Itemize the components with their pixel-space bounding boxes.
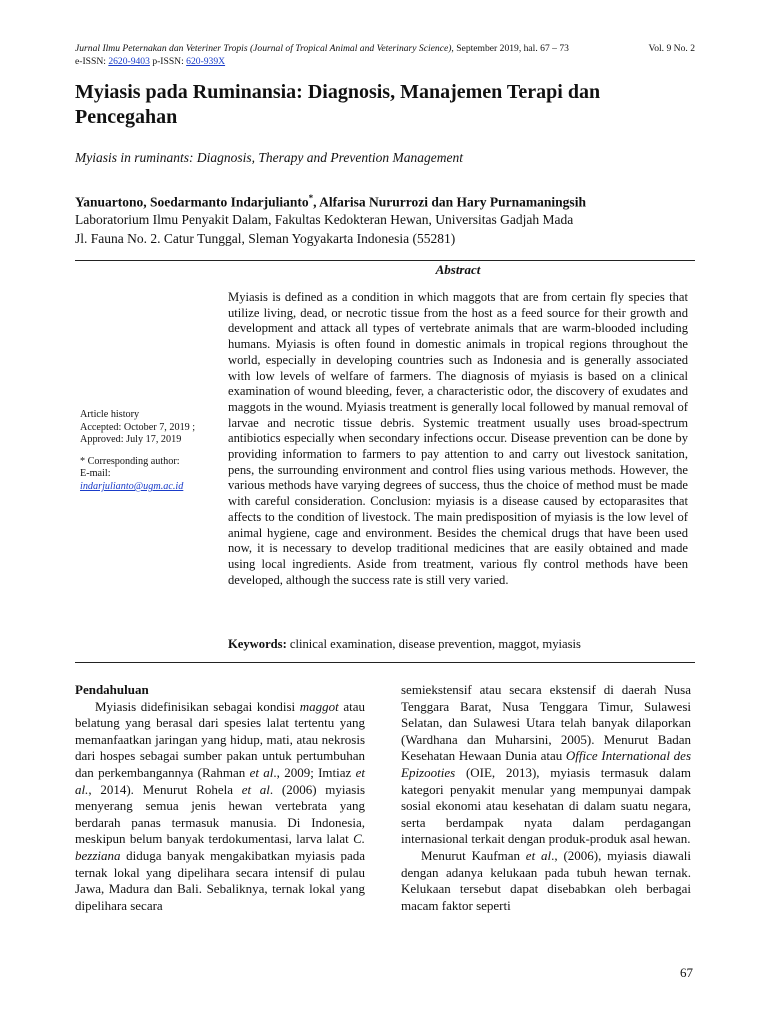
article-info-sidebar (80, 409, 220, 494)
pissn-label: p-ISSN: (152, 56, 184, 67)
page-number: 67 (680, 965, 693, 980)
keywords-line (228, 637, 688, 652)
history-label: Article history (80, 409, 140, 420)
paragraph-intro-1-cont: semiekstensif atau secara ekstensif di daerah Nusa Tenggara Barat, Nusa Tenggara Timur, Sulawesi Selatan, dan Sulawesi Utara telah banyak dilaporkan (Wardhana dan Muharsini, 2005). Menurut Badan Kesehatan Hewaan Dunia atau Office International des Epizooties (OIE, 2013), myiasis termasuk dalam kategori penyakit menular yang mempunyai dampak sosial ekonomi atau kesehatan di dalam suatu negara, serta berdampak nyata dalam perdagangan internasional terkait dengan produk-produk asal hewan. (401, 682, 692, 847)
section-heading-pendahuluan: Pendahuluan (75, 682, 149, 697)
abstract-heading: Abstract (435, 262, 481, 277)
affiliation-line-1: Laboratorium Ilmu Penyakit Dalam, Fakultas Kedokteran Hewan, Universitas Gadjah Mada (75, 212, 574, 227)
keywords-list: clinical examination, disease prevention, maggot, myiasis (286, 637, 581, 651)
keywords-label: Keywords: (228, 637, 287, 651)
article-title: Myiasis pada Ruminansia: Diagnosis, Manajemen Terapi dan Pencegahan (75, 81, 601, 128)
bottom-divider (75, 662, 695, 663)
email-label: E-mail: (80, 468, 111, 480)
authors-first: Yanuartono, Soedarmanto Indarjulianto (75, 194, 309, 210)
affiliation-line-2: Jl. Fauna No. 2. Catur Tunggal, Sleman Yogyakarta Indonesia (55281) (75, 231, 456, 246)
journal-header (75, 42, 695, 68)
journal-name: Jurnal Ilmu Peternakan dan Veteriner Tropis (Journal of Tropical Animal and Veterinary Science) (75, 43, 452, 54)
top-divider (75, 260, 695, 261)
corresponding-email-link[interactable]: indarjulianto@ugm.ac.id (80, 480, 184, 492)
author-list (75, 193, 695, 211)
corresponding-mark: * (308, 193, 314, 203)
body-column-left (75, 682, 365, 914)
accepted-date: Accepted: October 7, 2019 ; (80, 421, 196, 433)
paragraph-intro-1: Myiasis didefinisikan sebagai kondisi maggot atau belatung yang berasal dari spesies lalat tertentu yang memanfaatkan jaringan yang hidup, mati, atau nekrosis dari hospes sebagai sumber pakan untuk pertumbuhan dan perkembangannya (Rahman et al., 2009; Imtiaz et al., 2014). Menurut Rohela et al. (2006) myiasis menyerang semua jenis hewan vertebrata yang berdarah panas termasuk manusia. Di Indonesia, meskipun belum banyak terdokumentasi, larva lalat C. bezziana diduga banyak mengakibatkan myiasis pada ternak lokal yang dipelihara secara intensif di pulau Jawa, Madura dan Bali. Sebaliknya, ternak lokal yang dipelihara secara (75, 698, 366, 913)
paragraph-intro-2: Menurut Kaufman et al., (2006), myiasis diawali dengan adanya kelukaan pada tubuh hewan ternak. Kelukaan tersebut dapat disebabkan oleh berbagai macam faktor seperti (401, 847, 691, 913)
authors-rest: , Alfarisa Nururrozi dan Hary Purnamaningsih (313, 194, 586, 210)
approved-date: Approved: July 17, 2019 (80, 434, 182, 446)
pissn-link[interactable]: 620-939X (186, 56, 226, 67)
journal-date-pages: , September 2019, hal. 67 – 73 (451, 43, 569, 54)
volume-number: Vol. 9 No. 2 (648, 43, 695, 54)
body-column-right (401, 682, 691, 914)
corresponding-author-label: * Corresponding author: (80, 455, 180, 467)
article-subtitle: Myiasis in ruminants: Diagnosis, Therapy and Prevention Management (75, 150, 463, 165)
eissn-label: e-ISSN: (75, 56, 106, 67)
eissn-link[interactable]: 2620-9403 (108, 56, 150, 67)
abstract-text: Myiasis is defined as a condition in which maggots that are from certain fly species that utilize living, dead, or necrotic tissue from the host as a feed source for their growth and development and attack all types of vertebrate animals that are warm-blooded including humans. Myiasis is often found in domestic animals in tropical regions throughout the world, especially in developing countries such as Indonesia and is generally associated with low levels of welfare of farmers. The diagnosis of myiasis is based on a clinical examination of wound bleeding, fever, a characteristic odor, the discovery of exudates and maggots in the wound. Myiasis treatment is generally local followed by manual removal of larvae and necrotic tissue debris. Systemic treatment usually uses broad-spectrum antibiotics especially when secondary infections occur. Disease prevention can be done by providing information to farmers to pay attention to and carry out livestock sanitation, pens, the surrounding environment and control flies using various methods. However, the various methods have varying degrees of success, thus the choice of method must be made with careful consideration. Conclusion: myiasis is a disease caused by ectoparasites that affects to the condition of livestock. The main predisposition of myiasis is the low level of animal hygiene, cage and environment. Besides the chemical drugs that have been used now, it is necessary to develop traditional medicines that are easily obtained and made using local ingredients. Aside from treatment, various fly control methods have been developed, although the success rate is still very varied. (228, 290, 688, 587)
